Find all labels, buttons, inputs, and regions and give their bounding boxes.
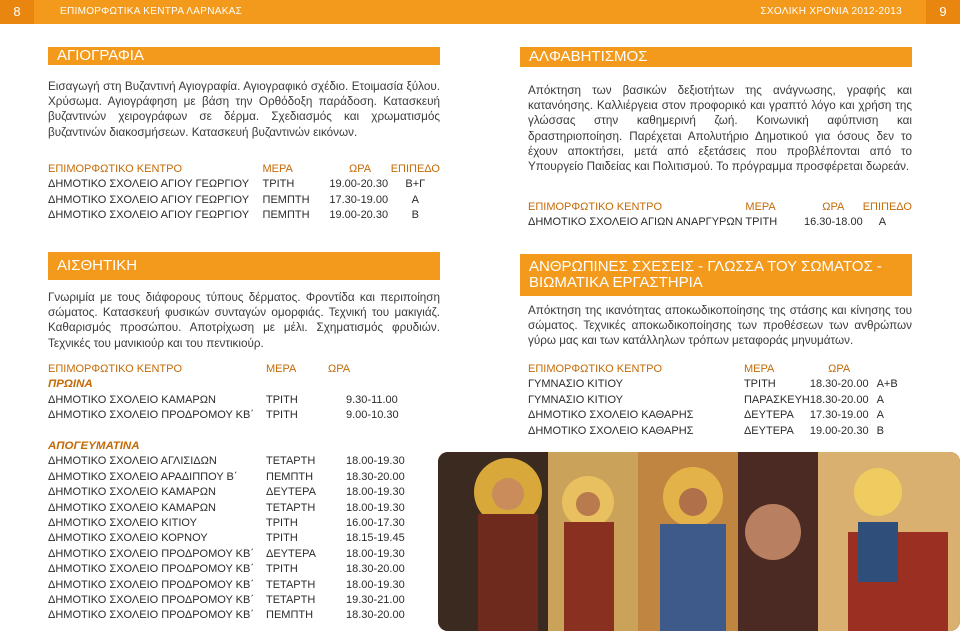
- table-header-row: [48, 362, 440, 377]
- cell-day: ΤΡΙΤΗ: [745, 216, 778, 229]
- table-row: [48, 501, 440, 516]
- table-row: [528, 408, 912, 423]
- cell-day: ΤΕΤΑΡΤΗ: [266, 594, 316, 607]
- cell-center: ΔΗΜΟΤΙΚΟ ΣΧΟΛΕΙΟ ΠΡΟΔΡΟΜΟΥ ΚΒ΄: [48, 409, 254, 422]
- table-row: [528, 424, 912, 439]
- section-title-alfavitismos: ΑΛΦΑΒΗΤΙΣΜΟΣ: [520, 47, 912, 67]
- table-row: [48, 470, 440, 485]
- cell-day: ΤΡΙΤΗ: [266, 532, 298, 545]
- col-time: ΩΡΑ: [348, 163, 372, 175]
- cell-time: 18.15-19.45: [346, 532, 405, 545]
- anthropines-description: Απόκτηση της ικανότητας αποκωδικοποίησης της στάσης και κίνησης του σώματος. Τεχνικές αποκωδικοποίησης των προθέσεων των ανθρώπων γύρω μας και των κατάλληλων τρόπων μεταφοράς μηνυμάτων.: [528, 304, 912, 348]
- aisthitiki-description: Γνωριμία με τους διάφορους τύπους δέρματος. Φροντίδα και περιποίηση σώματος. Κατασκευή φυσικών συνταγών ομορφιάς. Τεχνική του μακιγιάζ. Καθαρισμός προσώπου. Αποτρίχωση με μέλι. Σχηματισμός φρυδιών. Τεχνικές του μανικιούρ και του πεντικιούρ.: [48, 291, 440, 350]
- cell-center: ΔΗΜΟΤΙΚΟ ΣΧΟΛΕΙΟ ΚΑΜΑΡΩΝ: [48, 393, 216, 406]
- cell-day: ΠΑΡΑΣΚΕΥΗ: [743, 393, 810, 406]
- table-header-row: [528, 362, 912, 377]
- col-time: ΩΡΑ: [822, 201, 845, 213]
- agiografia-schedule: [48, 162, 440, 224]
- table-row: [48, 578, 440, 593]
- cell-center: ΓΥΜΝΑΣΙΟ ΚΙΤΙΟΥ: [528, 378, 624, 391]
- cell-day: ΠΕΜΠΤΗ: [262, 193, 310, 206]
- table-row: [48, 408, 440, 423]
- icons-photo: [438, 452, 960, 631]
- cell-level: Α: [876, 393, 884, 406]
- cell-time: 9.30-11.00: [346, 393, 398, 406]
- cell-day: ΤΕΤΑΡΤΗ: [266, 455, 316, 468]
- cell-day: ΤΡΙΤΗ: [266, 517, 298, 530]
- cell-level: Α: [876, 409, 884, 422]
- table-row: [528, 215, 912, 230]
- cell-center: ΔΗΜΟΤΙΚΟ ΣΧΟΛΕΙΟ ΚΑΜΑΡΩΝ: [48, 501, 216, 514]
- col-day: ΜΕΡΑ: [743, 363, 775, 375]
- cell-time: 19.30-21.00: [346, 594, 405, 607]
- cell-day: ΠΕΜΠΤΗ: [266, 470, 314, 483]
- col-center: ΕΠΙΜΟΡΦΩΤΙΚΟ ΚΕΝΤΡΟ: [48, 363, 183, 375]
- cell-day: ΔΕΥΤΕΡΑ: [266, 547, 316, 560]
- cell-time: 18.30-20.00: [346, 609, 405, 622]
- cell-day: ΤΡΙΤΗ: [266, 563, 298, 576]
- cell-center: ΔΗΜΟΤΙΚΟ ΣΧΟΛΕΙΟ ΑΓΙΟΥ ΓΕΩΡΓΙΟΥ: [48, 193, 250, 206]
- col-day: ΜΕΡΑ: [745, 201, 776, 213]
- col-center: ΕΠΙΜΟΡΦΩΤΙΚΟ ΚΕΝΤΡΟ: [528, 201, 663, 213]
- cell-level: Α: [878, 216, 887, 229]
- col-time: ΩΡΑ: [828, 363, 851, 375]
- left-running-title: ΕΠΙΜΟΡΦΩΤΙΚΑ ΚΕΝΤΡΑ ΛΑΡΝΑΚΑΣ: [60, 6, 243, 17]
- cell-center: ΔΗΜΟΤΙΚΟ ΣΧΟΛΕΙΟ ΠΡΟΔΡΟΜΟΥ ΚΒ΄: [48, 609, 254, 622]
- cell-day: ΠΕΜΠΤΗ: [262, 209, 310, 222]
- cell-time: 18.00-19.30: [346, 455, 405, 468]
- cell-center: ΔΗΜΟΤΙΚΟ ΣΧΟΛΕΙΟ ΠΡΟΔΡΟΜΟΥ ΚΒ΄: [48, 594, 254, 607]
- table-row: [48, 593, 440, 608]
- table-row: [48, 547, 440, 562]
- cell-center: ΔΗΜΟΤΙΚΟ ΣΧΟΛΕΙΟ ΑΡΑΔΙΠΠΟΥ Β΄: [48, 470, 238, 483]
- cell-center: ΔΗΜΟΤΙΚΟ ΣΧΟΛΕΙΟ ΚΟΡΝΟΥ: [48, 532, 208, 545]
- aisthitiki-schedule: [48, 362, 440, 624]
- alfavitismos-description: Απόκτηση των βασικών δεξιοτήτων της ανάγνωσης, γραφής και κατανόησης. Καλλιέργεια στον προφορικό και γραπτό λόγο και χρήση της γλώσσας στην καθημερινή ζωή. Κοινωνική αφύπνιση και δραστηριοποίηση. Παρέχεται Απολυτήριο Δημοτικού για όσους δεν το έχουν αποκτήσει, μετά από εξετάσεις που προβλέπονται από το Υπουργείο Παιδείας και Πολιτισμού. Το πρόγραμμα προσφέρεται δωρεάν.: [528, 84, 912, 174]
- table-row: [48, 562, 440, 577]
- cell-center: ΔΗΜΟΤΙΚΟ ΣΧΟΛΕΙΟ ΚΑΘΑΡΗΣ: [528, 409, 694, 422]
- agiografia-description: Εισαγωγή στη Βυζαντινή Αγιογραφία. Αγιογραφικό σχέδιο. Ετοιμασία ξύλου. Χρύσωμα. Αγιογράφηση με βάση την Ορθόδοξη παράδοση. Κατασκευή βυζαντινών χειρογράφων σε δέρμα. Σχεδιασμός και χρωματισμός βυζαντινών διακοσμήσεων. Κατασκευή βυζαντινών εικόνων.: [48, 80, 440, 139]
- cell-level: Α+Β: [876, 378, 898, 391]
- cell-center: ΔΗΜΟΤΙΚΟ ΣΧΟΛΕΙΟ ΑΓΙΟΥ ΓΕΩΡΓΙΟΥ: [48, 178, 250, 191]
- anthropines-schedule: [528, 362, 912, 439]
- cell-level: Β: [411, 209, 420, 222]
- cell-center: ΔΗΜΟΤΙΚΟ ΣΧΟΛΕΙΟ ΚΑΘΑΡΗΣ: [528, 424, 694, 437]
- cell-time: 17.30-19.00: [809, 409, 869, 422]
- alfavitismos-schedule: [528, 200, 912, 231]
- cell-center: ΔΗΜΟΤΙΚΟ ΣΧΟΛΕΙΟ ΠΡΟΔΡΟΜΟΥ ΚΒ΄: [48, 563, 254, 576]
- cell-day: ΤΡΙΤΗ: [266, 393, 298, 406]
- cell-time: 19.00-20.30: [809, 424, 869, 437]
- cell-day: ΤΡΙΤΗ: [743, 378, 776, 391]
- cell-center: ΓΥΜΝΑΣΙΟ ΚΙΤΙΟΥ: [528, 393, 624, 406]
- col-level: ΕΠΙΠΕΔΟ: [862, 201, 912, 213]
- cell-time: 16.00-17.30: [346, 517, 405, 530]
- table-row: [48, 454, 440, 469]
- cell-time: 19.00-20.30: [329, 209, 389, 222]
- cell-time: 18.00-19.30: [346, 547, 405, 560]
- table-row: [48, 608, 440, 623]
- section-title-anthropines: ΑΝΘΡΩΠΙΝΕΣ ΣΧΕΣΕΙΣ - ΓΛΩΣΣΑ ΤΟΥ ΣΩΜΑΤΟΣ - ΒΙΩΜΑΤΙΚΑ ΕΡΓΑΣΤΗΡΙΑ: [520, 254, 912, 296]
- cell-time: 9.00-10.30: [346, 409, 399, 422]
- cell-time: 19.00-20.30: [329, 178, 389, 191]
- cell-level: Α: [411, 193, 420, 206]
- left-page-number: 8: [0, 0, 34, 24]
- cell-time: 18.00-19.30: [346, 578, 405, 591]
- col-center: ΕΠΙΜΟΡΦΩΤΙΚΟ ΚΕΝΤΡΟ: [48, 163, 183, 175]
- col-level: ΕΠΙΠΕΔΟ: [390, 163, 440, 175]
- table-row: [48, 531, 440, 546]
- cell-center: ΔΗΜΟΤΙΚΟ ΣΧΟΛΕΙΟ ΠΡΟΔΡΟΜΟΥ ΚΒ΄: [48, 578, 254, 591]
- cell-center: ΔΗΜΟΤΙΚΟ ΣΧΟΛΕΙΟ ΠΡΟΔΡΟΜΟΥ ΚΒ΄: [48, 547, 254, 560]
- cell-time: 18.30-20.00: [346, 563, 405, 576]
- cell-day: ΤΡΙΤΗ: [266, 409, 298, 422]
- table-header-row: [528, 200, 912, 215]
- cell-time: 16.30-18.00: [803, 216, 863, 229]
- cell-time: 18.00-19.30: [346, 501, 405, 514]
- cell-day: ΔΕΥΤΕΡΑ: [743, 409, 794, 422]
- section-title-aisthitiki: ΑΙΣΘΗΤΙΚΗ: [48, 252, 440, 280]
- cell-center: ΔΗΜΟΤΙΚΟ ΣΧΟΛΕΙΟ ΚΙΤΙΟΥ: [48, 517, 197, 530]
- morning-label: ΠΡΩΙΝΑ: [48, 378, 93, 391]
- table-row: [48, 516, 440, 531]
- col-center: ΕΠΙΜΟΡΦΩΤΙΚΟ ΚΕΝΤΡΟ: [528, 363, 663, 375]
- table-row: [528, 377, 912, 392]
- right-page-number: 9: [926, 0, 960, 24]
- right-running-title: ΣΧΟΛΙΚΗ ΧΡΟΝΙΑ 2012-2013: [760, 6, 902, 17]
- cell-level: Β: [876, 424, 884, 437]
- table-row: [528, 393, 912, 408]
- col-day: ΜΕΡΑ: [266, 363, 297, 375]
- table-row: [48, 393, 440, 408]
- cell-day: ΔΕΥΤΕΡΑ: [266, 486, 316, 499]
- col-time: ΩΡΑ: [328, 363, 351, 375]
- cell-center: ΔΗΜΟΤΙΚΟ ΣΧΟΛΕΙΟ ΑΓΙΩΝ ΑΝΑΡΓΥΡΩΝ: [528, 216, 743, 229]
- cell-time: 18.00-19.30: [346, 486, 405, 499]
- afternoon-label: ΑΠΟΓΕΥΜΑΤΙΝΑ: [48, 440, 140, 453]
- table-row: [48, 193, 440, 208]
- cell-day: ΤΕΤΑΡΤΗ: [266, 501, 316, 514]
- cell-day: ΠΕΜΠΤΗ: [266, 609, 314, 622]
- cell-center: ΔΗΜΟΤΙΚΟ ΣΧΟΛΕΙΟ ΑΓΙΟΥ ΓΕΩΡΓΙΟΥ: [48, 209, 250, 222]
- cell-level: Β+Γ: [405, 178, 426, 191]
- col-day: ΜΕΡΑ: [262, 163, 293, 175]
- cell-center: ΔΗΜΟΤΙΚΟ ΣΧΟΛΕΙΟ ΚΑΜΑΡΩΝ: [48, 486, 216, 499]
- cell-time: 18.30-20.00: [809, 393, 869, 406]
- table-row: [48, 208, 440, 223]
- cell-center: ΔΗΜΟΤΙΚΟ ΣΧΟΛΕΙΟ ΑΓΛΙΣΙΔΩΝ: [48, 455, 217, 468]
- table-header-row: [48, 162, 440, 177]
- cell-time: 18.30-20.00: [346, 470, 405, 483]
- table-row: [48, 177, 440, 192]
- cell-time: 18.30-20.00: [809, 378, 869, 391]
- cell-time: 17.30-19.00: [329, 193, 389, 206]
- icons-photo-art: [438, 452, 960, 631]
- section-title-agiografia: ΑΓΙΟΓΡΑΦΙΑ: [48, 47, 440, 65]
- cell-day: ΔΕΥΤΕΡΑ: [743, 424, 794, 437]
- cell-day: ΤΕΤΑΡΤΗ: [266, 578, 316, 591]
- cell-day: ΤΡΙΤΗ: [262, 178, 295, 191]
- table-row: [48, 485, 440, 500]
